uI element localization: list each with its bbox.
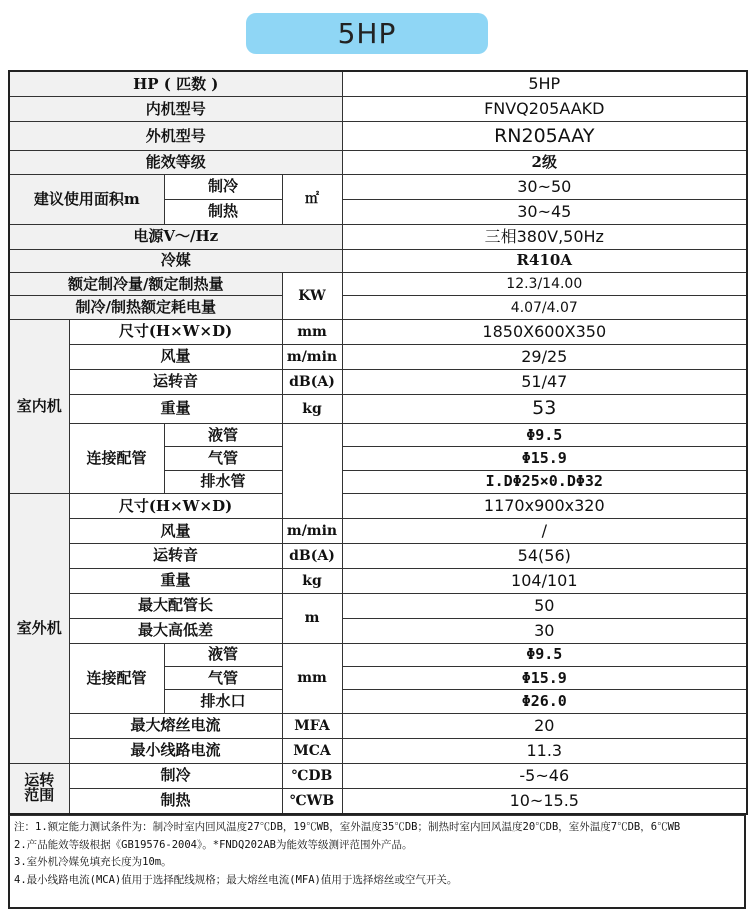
outdoor-max-length-label: 最大配管长 <box>69 593 282 618</box>
outdoor-gas-label: 气管 <box>164 667 282 690</box>
outdoor-mfa-value: 20 <box>342 713 747 738</box>
indoor-drain-value: I.DΦ25×0.DΦ32 <box>342 470 747 493</box>
indoor-noise-label: 运转音 <box>69 369 282 394</box>
outdoor-piping-label: 连接配管 <box>69 643 164 713</box>
outdoor-airflow-label: 风量 <box>69 519 282 544</box>
outdoor-piping-unit: mm <box>282 643 342 713</box>
notes-box <box>8 815 746 909</box>
row-outdoor-airflow <box>9 519 747 544</box>
refrigerant-value: R410A <box>342 249 747 272</box>
row-indoor-size <box>9 319 747 344</box>
operating-range-line1: 运转 <box>24 771 55 790</box>
capacity-unit: KW <box>282 272 342 319</box>
outdoor-drain-label: 排水口 <box>164 690 282 713</box>
outdoor-length-unit: m <box>282 593 342 643</box>
consumption-value: 4.07/4.07 <box>342 296 747 319</box>
indoor-size-unit: mm <box>282 319 342 344</box>
outdoor-mca-label: 最小线路电流 <box>69 738 282 763</box>
indoor-piping-label: 连接配管 <box>69 423 164 493</box>
outdoor-liquid-value: Φ9.5 <box>342 643 747 666</box>
indoor-airflow-unit: m/min <box>282 344 342 369</box>
indoor-airflow-value: 29/25 <box>342 344 747 369</box>
row-outdoor-model <box>9 122 747 151</box>
model-title: 5HP <box>337 17 397 50</box>
outdoor-noise-unit: dB(A) <box>282 543 342 568</box>
outdoor-weight-value: 104/101 <box>342 568 747 593</box>
outdoor-noise-value: 54(56) <box>342 543 747 568</box>
outdoor-group-label: 室外机 <box>9 494 69 764</box>
row-indoor-liquid <box>9 423 747 446</box>
indoor-model-label: 内机型号 <box>9 97 342 122</box>
operating-range-line2: 范围 <box>24 786 55 805</box>
outdoor-mca-unit: MCA <box>282 738 342 763</box>
row-outdoor-noise <box>9 543 747 568</box>
efficiency-label: 能效等级 <box>9 151 342 174</box>
outdoor-model-value: RN205AAY <box>342 122 747 151</box>
indoor-piping-unit-blank <box>282 423 342 518</box>
model-title-badge <box>246 13 488 54</box>
operating-heat-value: 10~15.5 <box>342 788 747 814</box>
outdoor-weight-label: 重量 <box>69 568 282 593</box>
outdoor-max-length-value: 50 <box>342 593 747 618</box>
indoor-group-label: 室内机 <box>9 319 69 493</box>
power-value: 三相380V,50Hz <box>342 224 747 249</box>
outdoor-gas-value: Φ15.9 <box>342 667 747 690</box>
power-label: 电源V～/Hz <box>9 224 342 249</box>
operating-range-label <box>9 763 69 814</box>
indoor-weight-label: 重量 <box>69 394 282 423</box>
indoor-noise-unit: dB(A) <box>282 369 342 394</box>
row-indoor-airflow <box>9 344 747 369</box>
note-3: 3.室外机冷媒免填充长度为10m。 <box>14 856 172 868</box>
note-4: 4.最小线路电流(MCA)值用于选择配线规格；最大熔丝电流(MFA)值用于选择熔丝或空气开关。 <box>14 873 458 886</box>
area-unit: ㎡ <box>282 174 342 224</box>
hp-label: HP ( 匹数 ) <box>9 71 342 97</box>
operating-heat-label: 制热 <box>69 788 282 814</box>
outdoor-noise-label: 运转音 <box>69 543 282 568</box>
operating-cool-label: 制冷 <box>69 763 282 788</box>
row-operating-cool <box>9 763 747 788</box>
outdoor-liquid-label: 液管 <box>164 643 282 666</box>
row-outdoor-max-length <box>9 593 747 618</box>
row-outdoor-mca <box>9 738 747 763</box>
row-refrigerant <box>9 249 747 272</box>
outdoor-mfa-unit: MFA <box>282 713 342 738</box>
consumption-label: 制冷/制热额定耗电量 <box>9 296 282 319</box>
row-outdoor-size <box>9 494 747 519</box>
area-heat-value: 30~45 <box>342 199 747 224</box>
row-outdoor-max-height <box>9 618 747 643</box>
row-outdoor-mfa <box>9 713 747 738</box>
outdoor-mfa-label: 最大熔丝电流 <box>69 713 282 738</box>
operating-heat-unit: ℃WB <box>282 788 342 814</box>
indoor-model-value: FNVQ205AAKD <box>342 97 747 122</box>
efficiency-value: 2级 <box>342 151 747 174</box>
indoor-noise-value: 51/47 <box>342 369 747 394</box>
outdoor-size-label: 尺寸(H×W×D) <box>69 494 282 519</box>
operating-cool-value: -5~46 <box>342 763 747 788</box>
outdoor-max-height-label: 最大高低差 <box>69 618 282 643</box>
refrigerant-label: 冷媒 <box>9 249 342 272</box>
hp-value: 5HP <box>342 71 747 97</box>
indoor-drain-label: 排水管 <box>164 470 282 493</box>
row-indoor-noise <box>9 369 747 394</box>
outdoor-mca-value: 11.3 <box>342 738 747 763</box>
row-efficiency <box>9 151 747 174</box>
indoor-size-label: 尺寸(H×W×D) <box>69 319 282 344</box>
indoor-liquid-value: Φ9.5 <box>342 423 747 446</box>
row-indoor-weight <box>9 394 747 423</box>
indoor-size-value: 1850X600X350 <box>342 319 747 344</box>
outdoor-size-value: 1170x900x320 <box>342 494 747 519</box>
indoor-weight-value: 53 <box>342 394 747 423</box>
outdoor-max-height-value: 30 <box>342 618 747 643</box>
indoor-weight-unit: kg <box>282 394 342 423</box>
row-operating-heat <box>9 788 747 814</box>
outdoor-drain-value: Φ26.0 <box>342 690 747 713</box>
row-area-cool <box>9 174 747 199</box>
capacity-label: 额定制冷量/额定制热量 <box>9 272 282 295</box>
outdoor-weight-unit: kg <box>282 568 342 593</box>
outdoor-airflow-unit: m/min <box>282 519 342 544</box>
area-cool-label: 制冷 <box>164 174 282 199</box>
outdoor-model-label: 外机型号 <box>9 122 342 151</box>
row-capacity <box>9 272 747 295</box>
area-heat-label: 制热 <box>164 199 282 224</box>
spec-table <box>8 70 748 815</box>
row-outdoor-weight <box>9 568 747 593</box>
row-power <box>9 224 747 249</box>
indoor-gas-label: 气管 <box>164 447 282 470</box>
indoor-airflow-label: 风量 <box>69 344 282 369</box>
indoor-liquid-label: 液管 <box>164 423 282 446</box>
row-hp <box>9 71 747 97</box>
note-2: 2.产品能效等级根据《GB19576-2004》。*FNDQ202AB为能效等级测评范围外产品。 <box>14 838 413 851</box>
row-consumption <box>9 296 747 319</box>
operating-cool-unit: ℃DB <box>282 763 342 788</box>
area-label: 建议使用面积m <box>9 174 164 224</box>
row-outdoor-liquid <box>9 643 747 666</box>
note-1: 注：1.额定能力测试条件为：制冷时室内回风温度27℃DB，19℃WB，室外温度35℃DB；制热时室内回风温度20℃DB，室外温度7℃DB，6℃WB <box>14 821 681 833</box>
capacity-value: 12.3/14.00 <box>342 272 747 295</box>
indoor-gas-value: Φ15.9 <box>342 447 747 470</box>
row-indoor-model <box>9 97 747 122</box>
outdoor-airflow-value: / <box>342 519 747 544</box>
area-cool-value: 30~50 <box>342 174 747 199</box>
